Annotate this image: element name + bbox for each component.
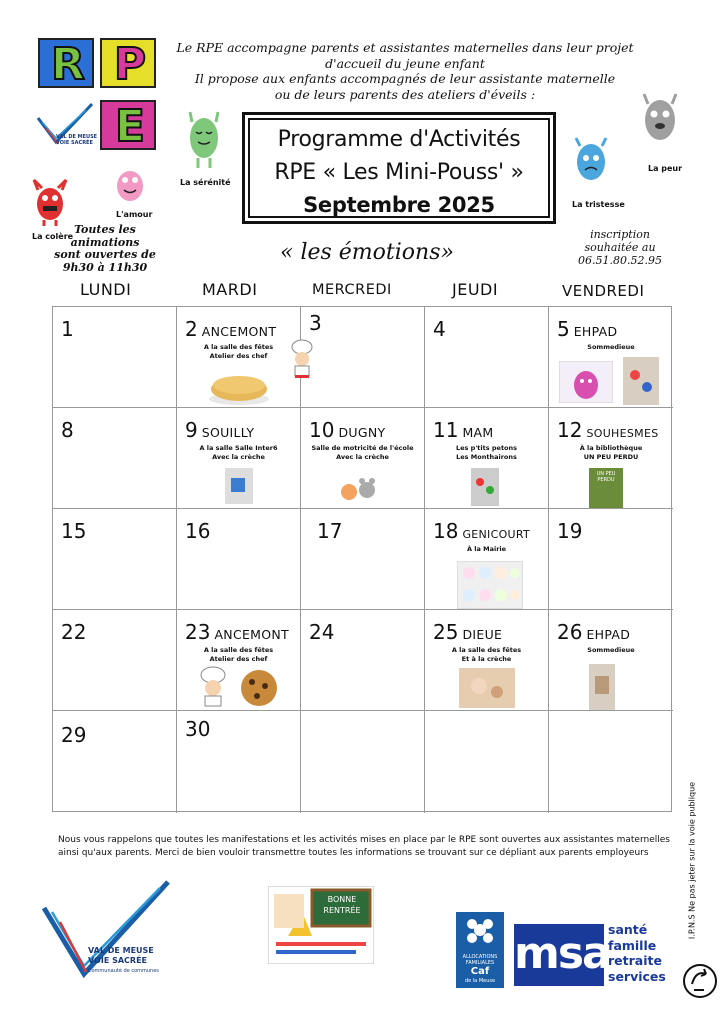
day-number: 10 (309, 418, 335, 442)
info-line-2: Atelier des chef (209, 352, 268, 360)
vms-line-2: VOIE SACRÉE (88, 956, 147, 965)
vms-logo-text (88, 946, 159, 976)
day-thursday: JEUDI (452, 280, 499, 299)
day-place: ANCEMONT (201, 324, 277, 339)
small-logo-line2: VOIE SACRÉE (56, 140, 93, 146)
calendar-cell-30 (177, 711, 301, 813)
calendar-cell-10 (301, 408, 425, 509)
day-info (425, 646, 548, 664)
calendar-cell-23 (177, 610, 301, 711)
day-number: 23 (185, 620, 211, 644)
day-number: 3 (309, 311, 322, 335)
book-cover-un-peu-perdu (589, 468, 623, 508)
day-number: 29 (61, 723, 87, 747)
caf-line-4: de la Meuse (464, 978, 496, 984)
info-line-1: Sommedieue (587, 343, 635, 351)
ipns-notice: I.P.N.S Ne pas jeter sur la voie publique (687, 781, 697, 940)
footer-notice: Nous vous rappelons que toutes les manifestations et les activités mises en place par le RPE sont ouvertes aux assistantes maternelles ainsi qu'aux parents. Merci de bien vouloir transmettre toutes les informations se trouvant sur ce dépliant aux parents employeurs (58, 835, 670, 858)
calendar-cell-18 (425, 509, 549, 610)
calendar-cell-17 (301, 509, 425, 610)
emotion-label-anger: La colère (32, 232, 74, 241)
caf-line-2: FAMILIALES (465, 960, 495, 966)
day-heading (557, 317, 617, 341)
activity-photo-dieue (459, 668, 515, 708)
chef-icon (193, 666, 233, 708)
title-line-2: RPE « Les Mini-Pouss' » (274, 160, 524, 185)
calendar-cell-19 (549, 509, 673, 610)
info-line-1: A la salle Salle Inter6 (199, 444, 278, 452)
calendar-cell-empty-1 (301, 711, 425, 813)
info-line-2: UN PEU PERDU (583, 453, 639, 461)
info-line-2: Avec la crèche (336, 453, 389, 461)
caf-line-3: Caf (470, 966, 490, 977)
day-heading (433, 519, 530, 543)
day-info (177, 444, 300, 462)
calendar-cell-11 (425, 408, 549, 509)
info-line-2: Les Monthairons (456, 453, 517, 461)
day-number: 24 (309, 620, 335, 644)
calendar-cell-1 (53, 307, 177, 408)
day-place: ANCEMONT (214, 627, 289, 642)
day-number: 16 (185, 519, 211, 543)
logo-block-r (38, 38, 94, 88)
hours-line-1: Toutes les animations (70, 223, 140, 249)
msa-slogan (608, 922, 666, 984)
info-line-1: A la salle des fêtes (203, 343, 274, 351)
calendar-cell-15 (53, 509, 177, 610)
day-heading (557, 418, 658, 442)
logo-letter-e: E (114, 101, 146, 152)
day-info (425, 444, 548, 462)
bonne-rentree-line-2: RENTRÉE (323, 906, 361, 915)
day-place: SOUHESMES (586, 427, 659, 440)
bonne-rentree-line-1: BONNE (327, 895, 357, 904)
day-number: 25 (433, 620, 459, 644)
calendar-cell-5 (549, 307, 673, 408)
inscription-phone: 06.51.80.52.95 (578, 254, 662, 267)
intro-text (160, 40, 650, 102)
day-place: DUGNY (338, 425, 386, 440)
day-friday: VENDREDI (562, 282, 645, 300)
info-line-1: À la bibliothèque (579, 444, 643, 452)
day-info (177, 646, 300, 664)
info-line-1: A la salle des fêtes (451, 646, 522, 654)
title-line-3: Septembre 2025 (303, 193, 495, 217)
calendar-cell-4 (425, 307, 549, 408)
mouse-book-image (331, 466, 387, 506)
calendar-cell-3 (301, 307, 425, 408)
intro-line-3: Il propose aux enfants accompagnés de leur assistante maternelle (194, 71, 616, 86)
day-heading (185, 620, 289, 644)
activity-photo-souilly (225, 468, 253, 504)
sadness-monster-icon (570, 134, 612, 188)
caf-line-1: ALLOCATIONS (462, 954, 498, 960)
calendar-cell-empty-3 (549, 711, 673, 813)
emotion-label-sadness: La tristesse (572, 200, 625, 209)
book-cover-title: UN PEU PERDU (596, 471, 616, 483)
calendar-cell-2 (177, 307, 301, 408)
calendar-cell-16 (177, 509, 301, 610)
calendar-cell-24 (301, 610, 425, 711)
title-line-1: Programme d'Activités (277, 127, 521, 152)
recycle-icon (682, 962, 718, 1000)
inscription-text (575, 228, 665, 267)
day-place: MAM (462, 425, 494, 440)
theme-subtitle: « les émotions» (280, 240, 454, 265)
day-place: DIEUE (462, 627, 503, 642)
info-line-2: Et à la crèche (461, 655, 512, 663)
calendar-cell-26 (549, 610, 673, 711)
day-place: GENICOURT (462, 528, 531, 541)
day-heading (185, 317, 276, 341)
day-number: 12 (557, 418, 583, 442)
logo-block-e (100, 100, 156, 150)
day-number: 30 (185, 717, 211, 741)
info-line-2: Avec la crèche (212, 453, 265, 461)
program-title-box (242, 112, 556, 224)
info-line-1: A la salle des fêtes (203, 646, 274, 654)
calendar-cell-8 (53, 408, 177, 509)
calendar-grid (52, 306, 672, 812)
emotion-label-fear: La peur (648, 164, 683, 173)
activity-photo-ehpad (589, 664, 615, 710)
intro-line-2: d'accueil du jeune enfant (325, 55, 485, 71)
info-line-1: Salle de motricité de l'école (311, 444, 414, 452)
day-number: 19 (557, 519, 583, 543)
day-monday: LUNDI (80, 280, 132, 299)
msa-word-3: retraite (608, 953, 662, 968)
day-info (549, 343, 673, 352)
activity-photo-ehpad (623, 357, 659, 405)
anger-monster-icon (30, 176, 70, 226)
serenity-monster-icon (182, 108, 226, 170)
monster-craft-image (559, 361, 613, 403)
info-line-1: À la Mairie (466, 545, 507, 553)
day-info (549, 646, 673, 655)
logo-block-p (100, 38, 156, 88)
info-line-1: Sommedieue (587, 646, 635, 654)
calendar-cell-empty-2 (425, 711, 549, 813)
small-logo-text (56, 134, 97, 146)
msa-letters: msa (514, 928, 610, 979)
day-heading (185, 418, 254, 442)
fear-monster-icon (638, 90, 682, 150)
calendar-cell-29 (53, 711, 177, 813)
emotion-faces-image (457, 561, 523, 609)
inscription-line-2: souhaitée au (584, 241, 656, 254)
day-number: 11 (433, 418, 459, 442)
logo-letter-r: R (51, 39, 85, 90)
calendar-cell-22 (53, 610, 177, 711)
msa-word-1: santé (608, 922, 648, 937)
small-logo-line1: VAL DE MEUSE (56, 134, 98, 140)
intro-line-4: ou de leurs parents des ateliers d'éveils : (274, 86, 536, 102)
day-number: 17 (317, 519, 343, 543)
day-number: 5 (557, 317, 570, 341)
caf-logo (456, 912, 504, 988)
vms-line-3: Communauté de communes (88, 968, 159, 974)
day-wednesday: MERCREDI (312, 282, 392, 298)
hours-line-2: sont ouvertes de (54, 248, 156, 261)
inscription-line-1: inscription (590, 228, 650, 241)
caf-flower-icon (456, 912, 504, 952)
day-number: 22 (61, 620, 87, 644)
hours-text (40, 224, 170, 274)
emotion-label-serenity: La sérénité (180, 178, 231, 187)
day-info (425, 545, 548, 554)
intro-line-1: Le RPE accompagne parents et assistantes maternelles dans leur projet (176, 40, 634, 55)
hours-line-3: 9h30 à 11h30 (62, 260, 148, 274)
cookies-image (237, 666, 281, 708)
calendar-cell-25 (425, 610, 549, 711)
bonne-rentree-text (318, 894, 366, 916)
calendar-cell-12 (549, 408, 673, 509)
day-heading (557, 620, 630, 644)
love-monster-icon (110, 160, 150, 206)
day-number: 15 (61, 519, 87, 543)
day-place: SOUILLY (201, 425, 255, 440)
day-number: 4 (433, 317, 446, 341)
day-place: EHPAD (586, 627, 631, 642)
day-number: 2 (185, 317, 198, 341)
day-heading (433, 620, 502, 644)
day-info (301, 444, 424, 462)
day-heading (433, 418, 493, 442)
logo-letter-p: P (113, 39, 147, 90)
day-info (549, 444, 673, 462)
day-tuesday: MARDI (202, 280, 258, 299)
msa-logo (514, 924, 610, 986)
info-line-1: Les p'tits petons (455, 444, 518, 452)
day-place: EHPAD (573, 324, 618, 339)
day-number: 18 (433, 519, 459, 543)
day-number: 9 (185, 418, 198, 442)
vms-line-1: VAL DE MEUSE (88, 946, 154, 955)
calendar-cell-9 (177, 408, 301, 509)
msa-word-2: famille (608, 937, 657, 953)
day-number: 1 (61, 317, 74, 341)
day-number: 26 (557, 620, 583, 644)
day-heading (309, 418, 385, 442)
day-number: 8 (61, 418, 74, 442)
day-info (177, 343, 300, 361)
crepes-image (207, 369, 271, 407)
info-line-2: Atelier des chef (209, 655, 268, 663)
msa-word-4: services (608, 968, 666, 984)
emotion-label-love: L'amour (116, 210, 153, 219)
activity-photo-mam (471, 468, 499, 506)
